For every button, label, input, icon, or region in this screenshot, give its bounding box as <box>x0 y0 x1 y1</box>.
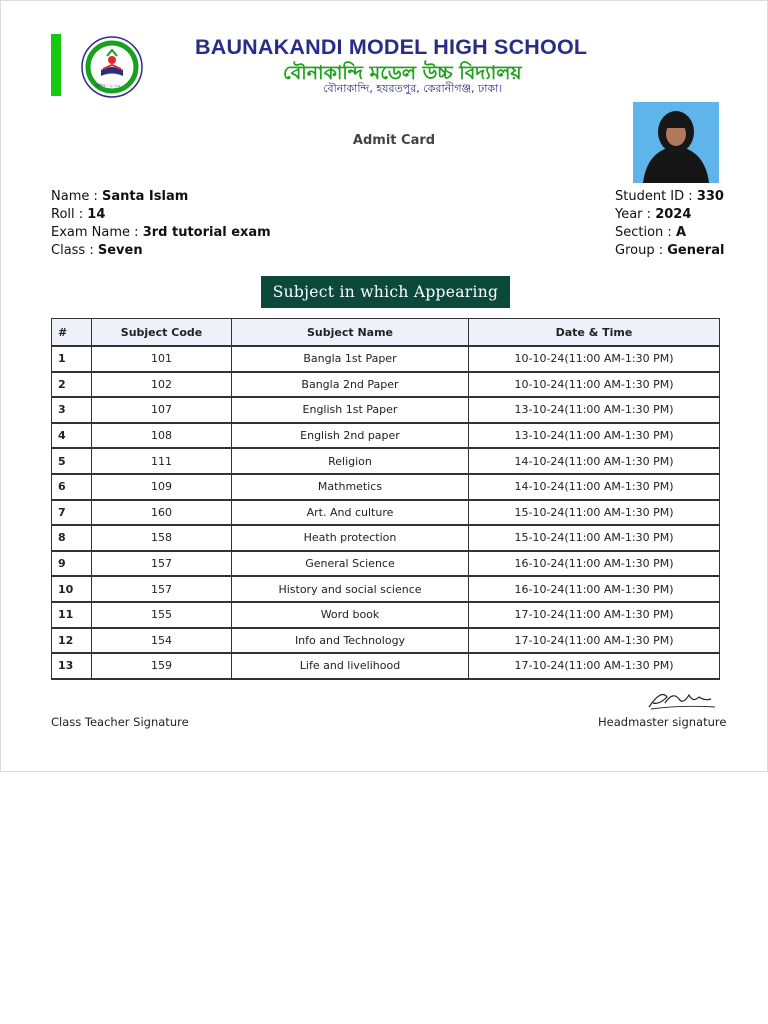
subject-code: 157 <box>92 551 232 577</box>
subject-name: Heath protection <box>232 525 469 551</box>
subject-name: Word book <box>232 602 469 628</box>
row-index: 7 <box>52 500 92 526</box>
headmaster-signature-label: Headmaster signature <box>598 715 727 729</box>
headmaster-signature-mark <box>641 683 721 713</box>
table-row <box>52 602 720 628</box>
table-row <box>52 551 720 577</box>
row-index: 2 <box>52 372 92 398</box>
row-index: 9 <box>52 551 92 577</box>
table-row <box>52 474 720 500</box>
exam-date-time: 13-10-24(11:00 AM-1:30 PM) <box>469 397 720 423</box>
exam-date-time: 15-10-24(11:00 AM-1:30 PM) <box>469 500 720 526</box>
group-label: Group : <box>615 243 664 258</box>
exam-label: Exam Name : <box>51 225 139 240</box>
school-name-english: BAUNAKANDI MODEL HIGH SCHOOL <box>195 35 588 59</box>
subject-name: Life and livelihood <box>232 653 469 679</box>
exam-date-time: 10-10-24(11:00 AM-1:30 PM) <box>469 372 720 398</box>
exam-date-time: 16-10-24(11:00 AM-1:30 PM) <box>469 551 720 577</box>
table-row <box>52 628 720 654</box>
subject-name: History and social science <box>232 576 469 602</box>
subject-name: Mathmetics <box>232 474 469 500</box>
class-value: Seven <box>97 243 143 258</box>
exam-date-time: 16-10-24(11:00 AM-1:30 PM) <box>469 576 720 602</box>
section-value: A <box>675 225 687 240</box>
name-label: Name : <box>51 189 98 204</box>
student-id-label: Student ID : <box>615 189 693 204</box>
column-header-name: Subject Name <box>232 319 469 347</box>
accent-bar <box>51 34 61 96</box>
class-line <box>51 243 143 258</box>
section-line <box>615 225 686 240</box>
exam-date-time: 17-10-24(11:00 AM-1:30 PM) <box>469 653 720 679</box>
card-title: Admit Card <box>352 133 436 148</box>
exam-date-time: 14-10-24(11:00 AM-1:30 PM) <box>469 474 720 500</box>
year-line <box>615 207 691 222</box>
subject-code: 155 <box>92 602 232 628</box>
column-header-index: # <box>52 319 92 347</box>
subject-code: 101 <box>92 346 232 372</box>
exam-date-time: 10-10-24(11:00 AM-1:30 PM) <box>469 346 720 372</box>
exam-line <box>51 225 271 240</box>
roll-line <box>51 207 105 222</box>
table-row <box>52 525 720 551</box>
table-header-row <box>52 319 720 347</box>
subject-name: Religion <box>232 448 469 474</box>
subject-name: General Science <box>232 551 469 577</box>
subject-name: Bangla 1st Paper <box>232 346 469 372</box>
row-index: 11 <box>52 602 92 628</box>
subjects-table <box>51 318 720 680</box>
subject-code: 107 <box>92 397 232 423</box>
table-row <box>52 397 720 423</box>
student-name-line <box>51 189 188 204</box>
student-id-line <box>615 189 724 204</box>
subject-name: English 1st Paper <box>232 397 469 423</box>
row-index: 6 <box>52 474 92 500</box>
school-address: বৌনাকান্দি, হযরতপুর, কেরানীগঞ্জ, ঢাকা। <box>323 82 503 95</box>
subject-name: English 2nd paper <box>232 423 469 449</box>
logo-year-text: স্থাপিত : ২০২৩ <box>95 83 120 88</box>
table-row <box>52 346 720 372</box>
subject-code: 159 <box>92 653 232 679</box>
row-index: 12 <box>52 628 92 654</box>
subject-code: 158 <box>92 525 232 551</box>
row-index: 8 <box>52 525 92 551</box>
subject-code: 160 <box>92 500 232 526</box>
class-teacher-signature-label: Class Teacher Signature <box>51 715 189 729</box>
subject-name: Art. And culture <box>232 500 469 526</box>
row-index: 10 <box>52 576 92 602</box>
subject-code: 111 <box>92 448 232 474</box>
subject-name: Info and Technology <box>232 628 469 654</box>
row-index: 1 <box>52 346 92 372</box>
subjects-banner: Subject in which Appearing <box>261 276 510 308</box>
exam-date-time: 15-10-24(11:00 AM-1:30 PM) <box>469 525 720 551</box>
column-header-datetime: Date & Time <box>469 319 720 347</box>
year-value: 2024 <box>655 207 692 222</box>
subject-code: 109 <box>92 474 232 500</box>
exam-date-time: 13-10-24(11:00 AM-1:30 PM) <box>469 423 720 449</box>
exam-date-time: 17-10-24(11:00 AM-1:30 PM) <box>469 628 720 654</box>
subject-code: 154 <box>92 628 232 654</box>
student-id-value: 330 <box>696 189 724 204</box>
subject-code: 108 <box>92 423 232 449</box>
subject-code: 102 <box>92 372 232 398</box>
student-name: Santa Islam <box>102 189 189 204</box>
table-row <box>52 653 720 679</box>
row-index: 13 <box>52 653 92 679</box>
subject-code: 157 <box>92 576 232 602</box>
column-header-code: Subject Code <box>92 319 232 347</box>
year-label: Year : <box>615 207 652 222</box>
class-label: Class : <box>51 243 94 258</box>
roll-label: Roll : <box>51 207 84 222</box>
table-row <box>52 500 720 526</box>
group-line <box>615 243 724 258</box>
exam-date-time: 14-10-24(11:00 AM-1:30 PM) <box>469 448 720 474</box>
table-row <box>52 576 720 602</box>
exam-value: 3rd tutorial exam <box>142 225 271 240</box>
table-row <box>52 423 720 449</box>
row-index: 5 <box>52 448 92 474</box>
row-index: 3 <box>52 397 92 423</box>
group-value: General <box>667 243 725 258</box>
section-label: Section : <box>615 225 672 240</box>
table-row <box>52 448 720 474</box>
row-index: 4 <box>52 423 92 449</box>
school-name-bangla: বৌনাকান্দি মডেল উচ্চ বিদ্যালয় <box>283 62 522 84</box>
student-photo <box>633 102 719 183</box>
roll-value: 14 <box>87 207 106 222</box>
exam-date-time: 17-10-24(11:00 AM-1:30 PM) <box>469 602 720 628</box>
subject-name: Bangla 2nd Paper <box>232 372 469 398</box>
table-row <box>52 372 720 398</box>
